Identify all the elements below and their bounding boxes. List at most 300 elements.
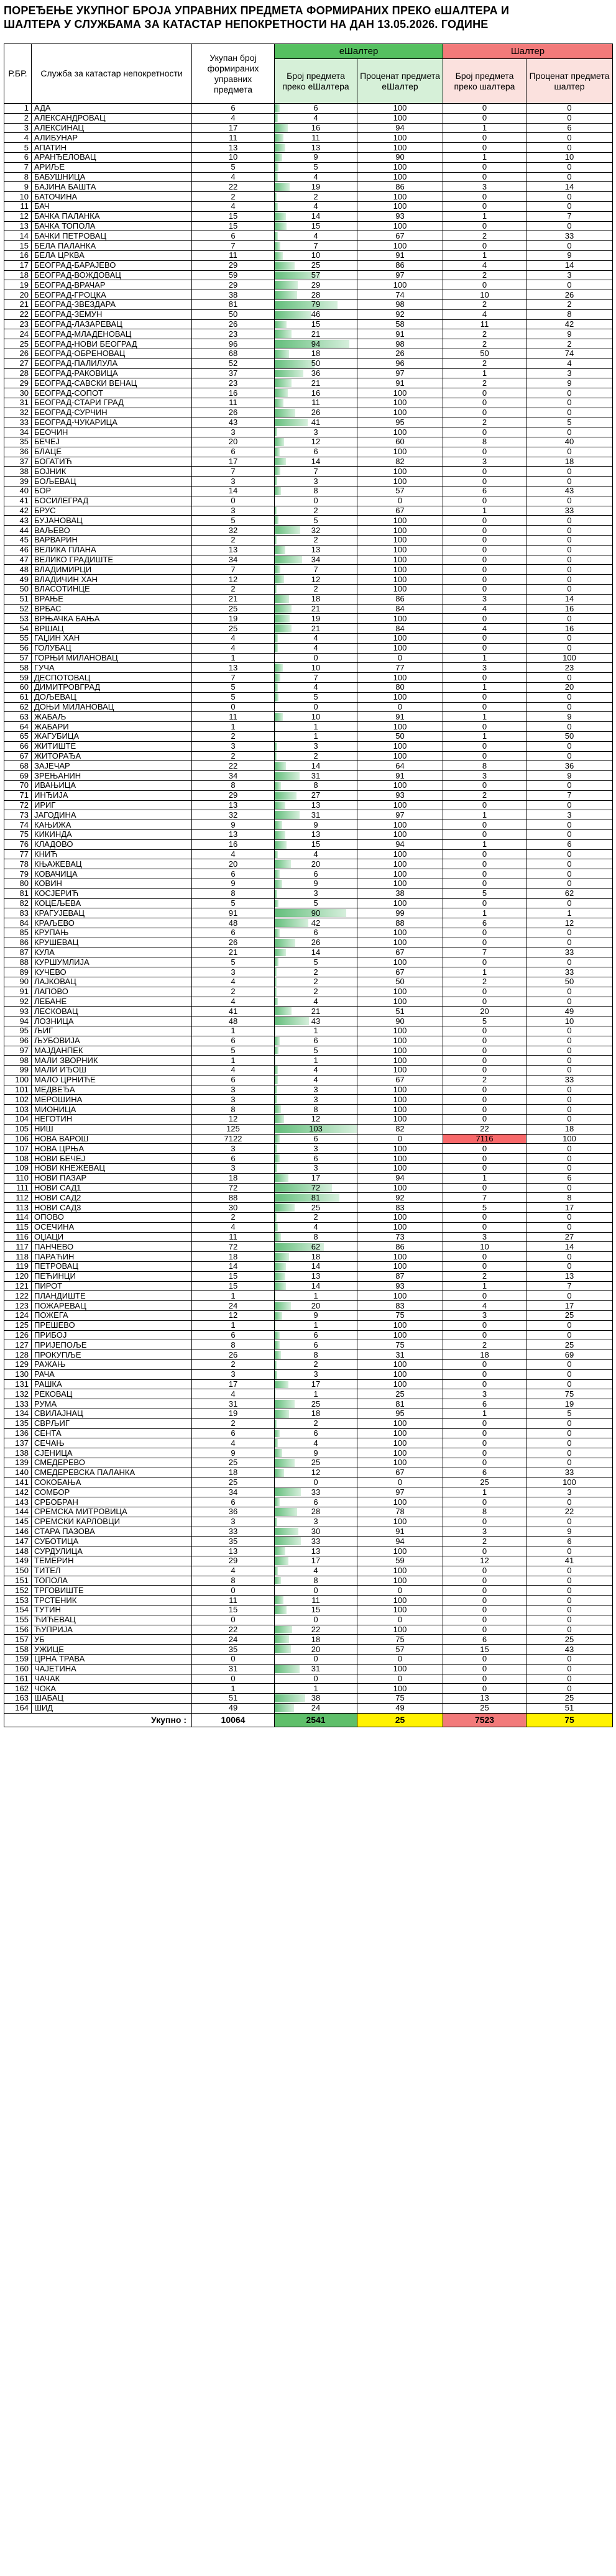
service-name: БЕОГРАД-ЛАЗАРЕВАЦ	[32, 319, 192, 329]
shalter-count: 0	[443, 859, 526, 869]
table-row	[4, 329, 613, 339]
eshalter-percent: 100	[357, 1262, 443, 1272]
eshalter-percent: 0	[357, 1615, 443, 1625]
service-name: БАЧКИ ПЕТРОВАЦ	[32, 231, 192, 241]
table-row	[4, 1007, 613, 1016]
service-name: ЧАЧАК	[32, 1674, 192, 1684]
table-row	[4, 1684, 613, 1694]
shalter-percent: 0	[526, 133, 613, 143]
eshalter-count	[275, 1173, 357, 1183]
eshalter-count	[275, 1222, 357, 1232]
table-row	[4, 1085, 613, 1095]
eshalter-data-bar	[275, 1223, 278, 1231]
shalter-percent: 2	[526, 299, 613, 309]
service-name: ЛАЈКОВАЦ	[32, 977, 192, 987]
eshalter-count	[275, 1232, 357, 1242]
shalter-count: 1	[443, 1409, 526, 1418]
service-name: БЕОГРАД-СТАРИ ГРАД	[32, 398, 192, 408]
eshalter-count-value: 20	[311, 1644, 321, 1654]
eshalter-count	[275, 359, 357, 368]
statistics-table	[4, 43, 613, 1727]
total-count: 4	[192, 634, 275, 644]
eshalter-percent: 67	[357, 967, 443, 977]
shalter-count: 0	[443, 1291, 526, 1301]
eshalter-percent: 0	[357, 1478, 443, 1487]
eshalter-count	[275, 1507, 357, 1517]
eshalter-data-bar	[275, 281, 298, 289]
row-number: 99	[4, 1066, 32, 1076]
eshalter-data-bar	[275, 1047, 278, 1055]
total-count: 4	[192, 1222, 275, 1232]
total-count: 9	[192, 820, 275, 830]
table-row	[4, 192, 613, 202]
shalter-count: 5	[443, 1203, 526, 1213]
total-count: 14	[192, 1262, 275, 1272]
eshalter-count-value: 20	[311, 859, 321, 869]
eshalter-count-value: 31	[311, 1664, 321, 1674]
eshalter-count-value: 2	[313, 751, 318, 760]
service-name: СЕНТА	[32, 1428, 192, 1438]
eshalter-count	[275, 1115, 357, 1125]
row-number: 12	[4, 211, 32, 221]
total-count: 0	[192, 1654, 275, 1664]
eshalter-data-bar	[275, 428, 277, 436]
row-number: 21	[4, 299, 32, 309]
eshalter-percent: 97	[357, 810, 443, 820]
shalter-count: 0	[443, 447, 526, 457]
eshalter-count	[275, 143, 357, 153]
shalter-count: 0	[443, 1154, 526, 1164]
eshalter-count-value: 1	[313, 1290, 318, 1300]
eshalter-count-value: 17	[311, 1379, 321, 1389]
eshalter-percent: 100	[357, 829, 443, 839]
eshalter-count-value: 18	[311, 349, 321, 359]
eshalter-percent: 100	[357, 545, 443, 555]
eshalter-percent: 100	[357, 820, 443, 830]
eshalter-count	[275, 771, 357, 781]
table-row	[4, 1056, 613, 1066]
shalter-count: 0	[443, 1596, 526, 1605]
table-row	[4, 309, 613, 319]
row-number: 37	[4, 457, 32, 467]
eshalter-count-value: 81	[311, 1192, 321, 1202]
eshalter-percent: 100	[357, 997, 443, 1007]
table-row	[4, 1066, 613, 1076]
row-number: 9	[4, 182, 32, 192]
service-name: РАЧА	[32, 1369, 192, 1379]
eshalter-data-bar	[275, 350, 289, 358]
row-number: 148	[4, 1546, 32, 1556]
shalter-count: 1	[443, 1487, 526, 1497]
table-row	[4, 948, 613, 957]
eshalter-percent: 88	[357, 918, 443, 928]
table-row	[4, 908, 613, 918]
shalter-percent: 0	[526, 1066, 613, 1076]
shalter-percent: 0	[526, 221, 613, 231]
eshalter-percent: 100	[357, 1026, 443, 1036]
eshalter-count	[275, 368, 357, 378]
table-row	[4, 1154, 613, 1164]
eshalter-data-bar	[275, 1567, 278, 1575]
shalter-percent: 0	[526, 987, 613, 997]
total-count: 7	[192, 565, 275, 575]
eshalter-count	[275, 634, 357, 644]
total-count: 24	[192, 1635, 275, 1645]
eshalter-data-bar	[275, 1449, 282, 1457]
eshalter-count-value: 9	[313, 879, 318, 888]
eshalter-percent: 100	[357, 1213, 443, 1223]
row-number: 134	[4, 1409, 32, 1418]
shalter-count: 0	[443, 565, 526, 575]
shalter-count: 2	[443, 418, 526, 427]
shalter-count: 6	[443, 1635, 526, 1645]
eshalter-percent: 90	[357, 1016, 443, 1026]
row-number: 14	[4, 231, 32, 241]
shalter-count: 0	[443, 1605, 526, 1615]
eshalter-count-value: 14	[311, 948, 321, 957]
total-count: 2	[192, 536, 275, 546]
shalter-count: 7	[443, 1193, 526, 1203]
total-count: 4	[192, 849, 275, 859]
row-number: 80	[4, 879, 32, 888]
eshalter-count-value: 4	[313, 1075, 318, 1085]
row-number: 158	[4, 1645, 32, 1655]
shalter-count: 0	[443, 1095, 526, 1105]
eshalter-count	[275, 250, 357, 260]
eshalter-count	[275, 1369, 357, 1379]
eshalter-count-value: 33	[311, 1536, 321, 1546]
total-count: 3	[192, 427, 275, 437]
eshalter-percent: 100	[357, 1438, 443, 1448]
eshalter-data-bar	[275, 379, 292, 387]
eshalter-count	[275, 133, 357, 143]
eshalter-count	[275, 849, 357, 859]
total-count: 13	[192, 143, 275, 153]
service-name: БЕОГРАД-СУРЧИН	[32, 408, 192, 418]
eshalter-percent: 50	[357, 977, 443, 987]
eshalter-count-value: 6	[313, 1036, 318, 1046]
service-name: МЕРОШИНА	[32, 1095, 192, 1105]
eshalter-percent: 99	[357, 908, 443, 918]
table-row	[4, 1517, 613, 1527]
shalter-count: 1	[443, 683, 526, 693]
eshalter-count-value: 2	[313, 506, 318, 516]
table-row	[4, 368, 613, 378]
eshalter-count-value: 25	[311, 1458, 321, 1468]
total-count: 8	[192, 1576, 275, 1586]
total-count: 34	[192, 555, 275, 565]
shalter-count: 2	[443, 359, 526, 368]
table-row	[4, 1360, 613, 1370]
eshalter-count	[275, 761, 357, 771]
eshalter-count	[275, 1075, 357, 1085]
table-row	[4, 702, 613, 712]
eshalter-data-bar	[275, 1144, 277, 1153]
shalter-percent: 0	[526, 1036, 613, 1046]
service-name: БЕОГРАД-ЧУКАРИЦА	[32, 418, 192, 427]
service-name: КОВАЧИЦА	[32, 869, 192, 879]
shalter-percent: 0	[526, 643, 613, 653]
shalter-percent: 0	[526, 1262, 613, 1272]
table-row	[4, 565, 613, 575]
eshalter-count	[275, 1183, 357, 1193]
eshalter-percent: 100	[357, 751, 443, 761]
eshalter-count-value: 12	[311, 1114, 321, 1124]
row-number: 137	[4, 1438, 32, 1448]
table-row	[4, 957, 613, 967]
eshalter-count	[275, 1124, 357, 1134]
shalter-percent: 0	[526, 280, 613, 290]
shalter-count: 1	[443, 123, 526, 133]
shalter-percent: 74	[526, 349, 613, 359]
shalter-count: 8	[443, 761, 526, 771]
shalter-count: 1	[443, 967, 526, 977]
total-count: 10	[192, 152, 275, 162]
shalter-percent: 0	[526, 113, 613, 123]
total-count: 8	[192, 1105, 275, 1115]
eshalter-percent: 96	[357, 359, 443, 368]
eshalter-percent: 94	[357, 1537, 443, 1546]
eshalter-count-value: 27	[311, 790, 321, 800]
service-name: АЛЕКСАНДРОВАЦ	[32, 113, 192, 123]
eshalter-count-value: 13	[311, 1546, 321, 1556]
table-row	[4, 1350, 613, 1360]
eshalter-count	[275, 722, 357, 732]
eshalter-count	[275, 1654, 357, 1664]
table-row	[4, 1115, 613, 1125]
shalter-count: 3	[443, 1311, 526, 1321]
eshalter-data-bar	[275, 585, 277, 593]
eshalter-percent: 83	[357, 1203, 443, 1213]
eshalter-percent: 100	[357, 1517, 443, 1527]
header-service: Служба за катастар непокретности	[32, 44, 192, 104]
shalter-percent: 0	[526, 1026, 613, 1036]
eshalter-count	[275, 349, 357, 359]
eshalter-data-bar	[275, 477, 277, 485]
eshalter-count-value: 18	[311, 1251, 321, 1261]
eshalter-count-value: 6	[313, 1428, 318, 1438]
row-number: 16	[4, 250, 32, 260]
service-name: ЖАГУБИЦА	[32, 732, 192, 742]
total-count: 16	[192, 388, 275, 398]
eshalter-data-bar	[275, 291, 297, 299]
eshalter-count	[275, 162, 357, 172]
eshalter-count-value: 13	[311, 800, 321, 810]
eshalter-data-bar	[275, 870, 280, 878]
eshalter-count	[275, 643, 357, 653]
eshalter-data-bar	[275, 183, 290, 191]
table-row	[4, 683, 613, 693]
total-count: 50	[192, 309, 275, 319]
eshalter-count	[275, 967, 357, 977]
service-name: ЉИГ	[32, 1026, 192, 1036]
service-name: ТЕМЕРИН	[32, 1556, 192, 1566]
eshalter-percent: 86	[357, 182, 443, 192]
shalter-percent: 6	[526, 123, 613, 133]
row-number: 113	[4, 1203, 32, 1213]
table-row	[4, 1527, 613, 1537]
shalter-count: 10	[443, 290, 526, 300]
eshalter-count-value: 18	[311, 594, 321, 604]
service-name: ВАРВАРИН	[32, 536, 192, 546]
total-count: 11	[192, 712, 275, 722]
eshalter-percent: 49	[357, 1703, 443, 1713]
table-row	[4, 1566, 613, 1576]
eshalter-count-value: 8	[313, 1232, 318, 1242]
eshalter-count-value: 14	[311, 760, 321, 770]
shalter-count: 0	[443, 162, 526, 172]
eshalter-count-value: 15	[311, 221, 321, 231]
eshalter-count-value: 11	[311, 1595, 320, 1605]
eshalter-percent: 38	[357, 888, 443, 898]
eshalter-percent: 86	[357, 1242, 443, 1252]
total-count: 6	[192, 104, 275, 114]
eshalter-percent: 74	[357, 290, 443, 300]
eshalter-count	[275, 545, 357, 555]
table-row	[4, 1674, 613, 1684]
eshalter-data-bar	[275, 1410, 289, 1418]
eshalter-data-bar	[275, 909, 346, 917]
shalter-percent: 0	[526, 1664, 613, 1674]
shalter-count: 1	[443, 732, 526, 742]
table-row	[4, 152, 613, 162]
shalter-count: 0	[443, 172, 526, 182]
shalter-count: 4	[443, 260, 526, 270]
row-number: 82	[4, 898, 32, 908]
service-name: НОВИ КНЕЖЕВАЦ	[32, 1164, 192, 1174]
eshalter-percent: 100	[357, 898, 443, 908]
row-number: 114	[4, 1213, 32, 1223]
table-row	[4, 1124, 613, 1134]
table-row	[4, 113, 613, 123]
shalter-count: 0	[443, 722, 526, 732]
eshalter-count-value: 21	[311, 623, 321, 633]
eshalter-data-bar	[275, 419, 308, 427]
eshalter-percent: 100	[357, 172, 443, 182]
shalter-count: 0	[443, 1684, 526, 1694]
eshalter-count-value: 8	[313, 1576, 318, 1585]
table-row	[4, 741, 613, 751]
total-count: 6	[192, 1428, 275, 1438]
shalter-percent: 0	[526, 565, 613, 575]
row-number: 123	[4, 1301, 32, 1311]
shalter-percent: 0	[526, 1183, 613, 1193]
shalter-count: 0	[443, 1085, 526, 1095]
shalter-percent: 0	[526, 829, 613, 839]
table-row	[4, 201, 613, 211]
eshalter-count	[275, 683, 357, 693]
eshalter-data-bar	[275, 802, 285, 810]
total-count: 13	[192, 800, 275, 810]
total-count: 20	[192, 437, 275, 447]
table-row	[4, 712, 613, 722]
header-rb: Р.БР.	[4, 44, 32, 104]
total-count: 29	[192, 280, 275, 290]
table-row	[4, 447, 613, 457]
row-number: 29	[4, 378, 32, 388]
shalter-count: 0	[443, 1674, 526, 1684]
service-name: ПЕЋИНЦИ	[32, 1271, 192, 1281]
eshalter-count-value: 1	[313, 1389, 318, 1399]
shalter-percent: 20	[526, 683, 613, 693]
eshalter-count-value: 4	[313, 201, 318, 211]
row-number: 24	[4, 329, 32, 339]
eshalter-percent: 100	[357, 221, 443, 231]
service-name: ШИД	[32, 1703, 192, 1713]
total-count: 35	[192, 1645, 275, 1655]
row-number: 31	[4, 398, 32, 408]
service-name: ТОПОЛА	[32, 1576, 192, 1586]
eshalter-count	[275, 339, 357, 349]
shalter-count: 0	[443, 477, 526, 486]
row-number: 116	[4, 1232, 32, 1242]
service-name: УБ	[32, 1635, 192, 1645]
row-number: 111	[4, 1183, 32, 1193]
row-number: 71	[4, 790, 32, 800]
row-number: 20	[4, 290, 32, 300]
table-row	[4, 1369, 613, 1379]
eshalter-count	[275, 555, 357, 565]
table-row	[4, 1438, 613, 1448]
row-number: 85	[4, 928, 32, 938]
eshalter-data-bar	[275, 1194, 339, 1202]
eshalter-count	[275, 1487, 357, 1497]
eshalter-count-value: 10	[311, 250, 321, 260]
shalter-count: 2	[443, 378, 526, 388]
total-count: 31	[192, 1664, 275, 1674]
shalter-count: 0	[443, 751, 526, 761]
service-name: СОКОБАЊА	[32, 1478, 192, 1487]
eshalter-percent: 100	[357, 1222, 443, 1232]
row-number: 25	[4, 339, 32, 349]
table-row	[4, 673, 613, 683]
service-name: ЋИЋЕВАЦ	[32, 1615, 192, 1625]
eshalter-percent: 100	[357, 938, 443, 948]
eshalter-percent: 100	[357, 536, 443, 546]
row-number: 11	[4, 201, 32, 211]
shalter-count: 6	[443, 486, 526, 496]
eshalter-count	[275, 565, 357, 575]
eshalter-count	[275, 113, 357, 123]
eshalter-data-bar	[275, 624, 292, 633]
eshalter-data-bar	[275, 262, 295, 270]
total-count: 13	[192, 663, 275, 673]
eshalter-count	[275, 104, 357, 114]
table-row	[4, 1625, 613, 1635]
eshalter-count	[275, 221, 357, 231]
eshalter-percent: 100	[357, 1085, 443, 1095]
eshalter-count-value: 2	[313, 987, 318, 997]
eshalter-data-bar	[275, 1518, 277, 1526]
row-number: 83	[4, 908, 32, 918]
table-row	[4, 1556, 613, 1566]
service-name: ОЏАЦИ	[32, 1232, 192, 1242]
eshalter-count	[275, 1007, 357, 1016]
eshalter-count	[275, 1085, 357, 1095]
table-row	[4, 526, 613, 536]
eshalter-count	[275, 299, 357, 309]
service-name: ИНЂИЈА	[32, 790, 192, 800]
total-count: 6	[192, 447, 275, 457]
eshalter-data-bar	[275, 1645, 291, 1653]
eshalter-data-bar	[275, 575, 284, 583]
shalter-count: 0	[443, 1615, 526, 1625]
service-name: ЧАЈЕТИНА	[32, 1664, 192, 1674]
row-number: 130	[4, 1369, 32, 1379]
service-name: КУЛА	[32, 948, 192, 957]
table-row	[4, 800, 613, 810]
eshalter-percent: 84	[357, 624, 443, 634]
